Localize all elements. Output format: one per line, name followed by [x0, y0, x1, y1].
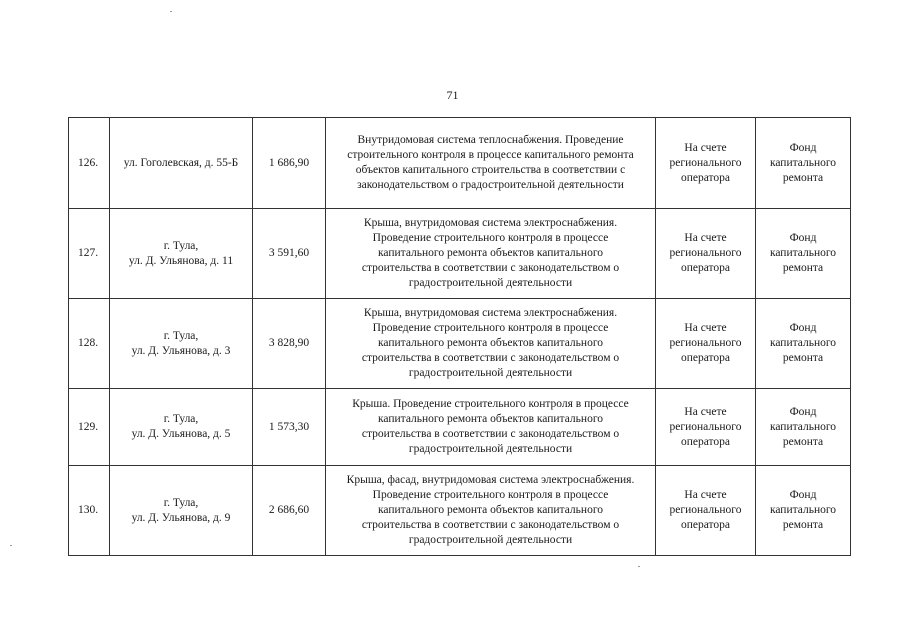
- funding-source-cell: [756, 209, 851, 299]
- works-description-line: капитального ремонта объектов капитального: [377, 247, 603, 259]
- funding-source-line: ремонта: [782, 171, 824, 184]
- account-method-line: На счете: [684, 141, 727, 154]
- works-description-cell: [326, 466, 656, 556]
- funding-source-line: ремонта: [782, 262, 824, 274]
- works-description-line: градостроительной деятельности: [408, 534, 573, 546]
- table-row: [69, 299, 851, 389]
- address-line: ул. Д. Ульянова, д. 9: [131, 511, 231, 524]
- account-method-line: На счете: [684, 405, 727, 418]
- account-method-cell: [656, 299, 756, 389]
- address-line: ул. Д. Ульянова, д. 5: [131, 428, 231, 440]
- account-method-line: регионального: [669, 337, 742, 349]
- funding-source-cell: [756, 389, 851, 466]
- works-description-line: строительства в соответствии с законодательством о: [361, 262, 620, 274]
- funding-source-line: ремонта: [782, 519, 824, 531]
- works-description-line: капитального ремонта объектов капитального: [377, 504, 603, 516]
- table-row: [69, 389, 851, 466]
- funding-source-line: Фонд: [789, 141, 817, 154]
- works-description-line: строительства в соответствии с законодательством о: [361, 519, 620, 531]
- works-description-line: капитального ремонта объектов капитального: [377, 413, 603, 425]
- works-description-cell: [326, 299, 656, 389]
- scan-speck: [10, 545, 12, 546]
- address-line: г. Тула,: [163, 413, 199, 425]
- funding-source-line: Фонд: [789, 405, 817, 418]
- account-method-line: регионального: [669, 504, 742, 516]
- works-description-line: Крыша, внутридомовая система электроснабжения.: [363, 307, 618, 319]
- funding-source-line: Фонд: [789, 322, 817, 334]
- works-description-line: Проведение строительного контроля в процессе: [372, 489, 609, 501]
- account-method-cell: [656, 466, 756, 556]
- funding-source-line: капитального: [769, 337, 837, 349]
- address-cell: [110, 466, 253, 556]
- funding-source-cell: [756, 118, 851, 209]
- funding-source-line: капитального: [769, 247, 837, 259]
- address-line: г. Тула,: [163, 329, 199, 342]
- scan-speck: [170, 11, 172, 12]
- account-method-cell: [656, 209, 756, 299]
- table-row: [69, 466, 851, 556]
- row-number-cell: 129.: [69, 389, 110, 466]
- address-cell: [110, 209, 253, 299]
- address-line: ул. Д. Ульянова, д. 11: [128, 254, 234, 267]
- row-number-cell: 128.: [69, 299, 110, 389]
- account-method-line: регионального: [669, 420, 742, 433]
- account-method-cell: [656, 389, 756, 466]
- works-description-cell: [326, 389, 656, 466]
- works-description-line: строительства в соответствии с законодательством о: [361, 428, 620, 440]
- table-body: [69, 118, 851, 556]
- works-description-line: строительного контроля в процессе капитального ремонта: [347, 149, 634, 161]
- account-method-line: регионального: [669, 156, 742, 169]
- works-description-line: Крыша, внутридомовая система электроснабжения.: [363, 217, 618, 229]
- address-line: г. Тула,: [163, 496, 199, 509]
- works-description-line: капитального ремонта объектов капитального: [377, 337, 603, 349]
- account-method-line: оператора: [680, 519, 731, 531]
- works-description-line: строительства в соответствии с законодательством о: [361, 352, 620, 364]
- account-method-line: оператора: [680, 262, 731, 274]
- row-number-cell: 126.: [69, 118, 110, 209]
- funding-source-cell: [756, 299, 851, 389]
- funding-source-line: капитального: [769, 504, 837, 516]
- funding-source-line: капитального: [769, 420, 837, 433]
- account-method-line: На счете: [684, 489, 727, 501]
- area-cell: 1 686,90: [253, 118, 326, 209]
- account-method-line: оператора: [680, 435, 731, 448]
- funding-source-line: ремонта: [782, 435, 824, 448]
- works-description-line: Проведение строительного контроля в процессе: [372, 322, 609, 334]
- funding-source-line: капитального: [769, 156, 837, 169]
- works-description-line: Крыша. Проведение строительного контроля в процессе: [352, 398, 629, 410]
- address-cell: [110, 389, 253, 466]
- funding-source-cell: [756, 466, 851, 556]
- funding-source-line: Фонд: [789, 232, 817, 244]
- account-method-cell: [656, 118, 756, 209]
- works-description-line: объектов капитального строительства в соответствии с: [355, 164, 626, 176]
- page-number: 71: [446, 88, 459, 102]
- account-method-line: На счете: [684, 232, 727, 244]
- funding-source-line: ремонта: [782, 352, 824, 364]
- account-method-line: оператора: [680, 352, 731, 364]
- address-cell: [110, 118, 253, 209]
- address-line: ул. Д. Ульянова, д. 3: [131, 344, 231, 357]
- works-description-cell: [326, 209, 656, 299]
- works-description-cell: [326, 118, 656, 209]
- account-method-line: оператора: [680, 171, 731, 184]
- row-number-cell: 130.: [69, 466, 110, 556]
- table-row: [69, 118, 851, 209]
- area-cell: 3 591,60: [253, 209, 326, 299]
- funding-source-line: Фонд: [789, 489, 817, 501]
- account-method-line: На счете: [684, 322, 727, 334]
- address-line: г. Тула,: [163, 239, 199, 252]
- area-cell: 3 828,90: [253, 299, 326, 389]
- row-number-cell: 127.: [69, 209, 110, 299]
- works-description-line: Внутридомовая система теплоснабжения. Проведение: [357, 134, 624, 146]
- works-description-line: Проведение строительного контроля в процессе: [372, 232, 609, 244]
- scan-speck: [638, 566, 640, 567]
- works-description-line: градостроительной деятельности: [408, 277, 573, 289]
- works-description-line: законодательством о градостроительной деятельности: [357, 179, 624, 191]
- area-cell: 1 573,30: [253, 389, 326, 466]
- capital-repair-table: [68, 117, 851, 556]
- area-cell: 2 686,60: [253, 466, 326, 556]
- account-method-line: регионального: [669, 247, 742, 259]
- address-cell: [110, 299, 253, 389]
- works-description-line: градостроительной деятельности: [408, 367, 573, 379]
- works-description-line: Крыша, фасад, внутридомовая система электроснабжения.: [346, 474, 635, 486]
- address-line: ул. Гоголевская, д. 55-Б: [123, 156, 239, 169]
- works-description-line: градостроительной деятельности: [408, 443, 573, 455]
- table-row: [69, 209, 851, 299]
